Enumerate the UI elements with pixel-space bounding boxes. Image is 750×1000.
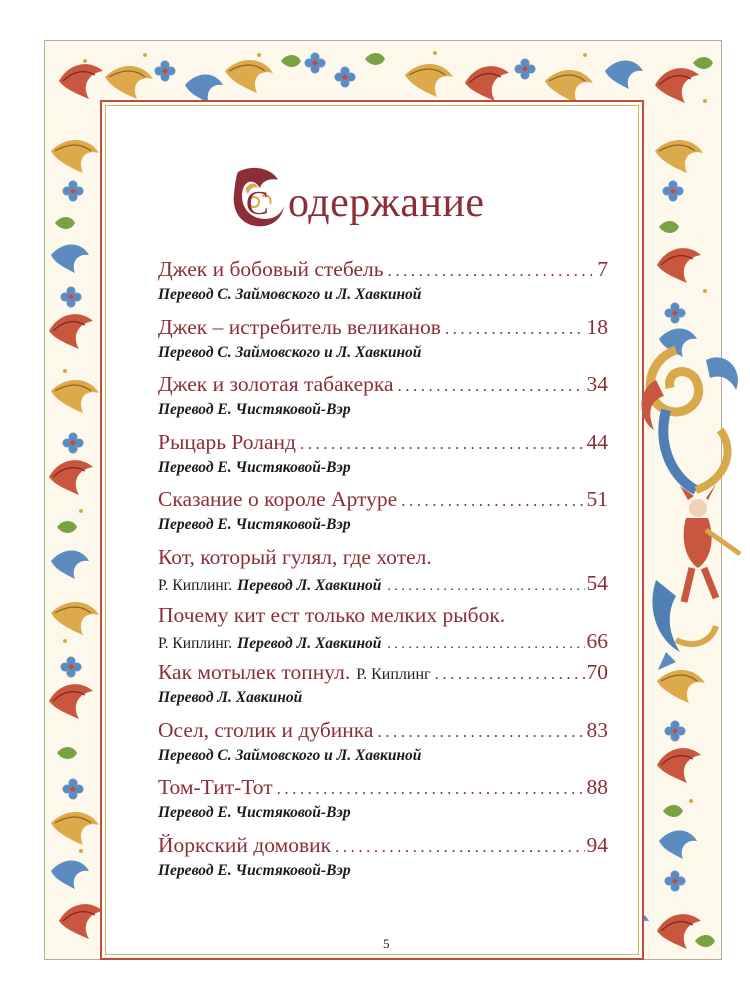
leader-dots: [335, 832, 584, 862]
toc-translator: Перевод С. Займовского и Л. Хавкиной: [158, 343, 422, 361]
left-border-ornaments: [49, 140, 99, 889]
decorated-initial: [232, 166, 286, 228]
toc-page: 51: [586, 487, 608, 512]
toc-entry[interactable]: [158, 427, 608, 485]
toc-page: 70: [586, 660, 608, 685]
leader-dots: [387, 634, 584, 656]
leader-dots: [445, 314, 585, 344]
toc-entry[interactable]: [158, 772, 608, 830]
toc-entry[interactable]: [158, 830, 608, 888]
toc-title: Джек – истребитель великанов: [158, 314, 441, 339]
toc-translator: Перевод Е. Чистяковой-Вэр: [158, 516, 351, 534]
toc-author: Р. Киплинг.: [158, 576, 233, 594]
toc-translator: Перевод С. Займовского и Л. Хавкиной: [158, 746, 422, 764]
toc-title: Рыцарь Роланд: [158, 429, 296, 454]
toc-title: Осел, столик и дубинка: [158, 717, 374, 742]
jester-ornament-illustration: [636, 340, 746, 670]
leader-dots: [401, 486, 584, 516]
leader-dots: [435, 659, 585, 689]
page-title: [232, 158, 485, 228]
toc-page: 7: [597, 257, 608, 281]
svg-text:С: С: [246, 185, 269, 222]
toc-page: 44: [586, 429, 608, 454]
toc-translator: Перевод Л. Хавкиной: [158, 689, 303, 707]
top-border-ornaments: [59, 53, 713, 104]
toc-page: 54: [586, 570, 608, 595]
toc-author: Р. Киплинг: [356, 666, 431, 684]
toc-title: Йоркский домовик: [158, 832, 332, 857]
toc-entry[interactable]: [158, 312, 608, 370]
leader-dots: [398, 371, 585, 401]
toc-translator: Перевод Е. Чистяковой-Вэр: [158, 804, 351, 822]
toc-entry[interactable]: [158, 254, 608, 312]
toc-author: Р. Киплинг.: [158, 634, 233, 652]
toc-entry[interactable]: [158, 657, 608, 715]
toc-page: 83: [586, 717, 608, 742]
toc-title: Том-Тит-Тот: [158, 775, 273, 800]
page-number: 5: [383, 936, 390, 951]
toc-translator: Перевод Е. Чистяковой-Вэр: [158, 861, 351, 879]
toc-entry[interactable]: [158, 600, 608, 658]
title-text: одержание: [288, 180, 485, 226]
leader-dots: [388, 256, 596, 286]
toc-title: Кот, который гулял, где хотел.: [158, 544, 432, 569]
toc-translator: Перевод Л. Хавкиной: [237, 634, 382, 652]
toc-entry[interactable]: [158, 715, 608, 773]
toc-page: 94: [586, 832, 608, 857]
toc-title: Почему кит ест только мелких рыбок.: [158, 602, 506, 627]
leader-dots: [377, 717, 584, 747]
toc-title: Джек и бобовый стебель: [158, 257, 384, 281]
toc-entry[interactable]: [158, 542, 608, 600]
toc-page: 18: [586, 314, 608, 339]
leader-dots: [277, 774, 585, 804]
leader-dots: [300, 429, 585, 459]
toc-title: Джек и золотая табакерка: [158, 372, 394, 397]
toc-title: Как мотылек топнул.: [158, 660, 351, 685]
table-of-contents: [158, 254, 608, 888]
toc-page: 88: [586, 775, 608, 800]
toc-translator: Перевод Е. Чистяковой-Вэр: [158, 401, 351, 419]
toc-translator: Перевод Е. Чистяковой-Вэр: [158, 458, 351, 476]
toc-entry[interactable]: [158, 369, 608, 427]
toc-page: 34: [586, 372, 608, 397]
leader-dots: [387, 576, 584, 598]
toc-translator: Перевод С. Займовского и Л. Хавкиной: [158, 286, 422, 303]
toc-title: Сказание о короле Артуре: [158, 487, 398, 512]
toc-translator: Перевод Л. Хавкиной: [237, 576, 382, 594]
toc-entry[interactable]: [158, 484, 608, 542]
toc-page: 66: [586, 628, 608, 653]
